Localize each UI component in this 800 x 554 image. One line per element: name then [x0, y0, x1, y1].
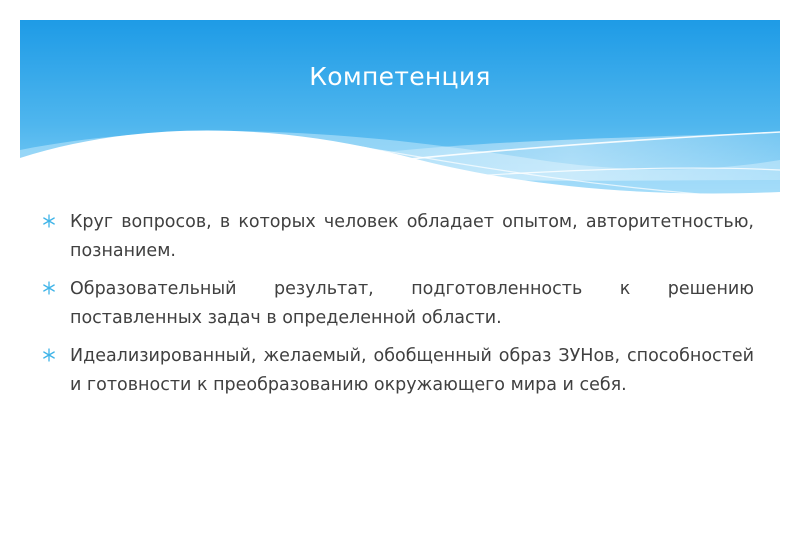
- slide-title: Компетенция: [309, 62, 491, 91]
- snowflake-bullet-icon: [42, 348, 56, 362]
- bullet-list: [42, 208, 754, 409]
- bullet-text: Образовательный результат, подготовленность к решению поставленных задач в определенной области.: [70, 279, 754, 328]
- snowflake-bullet-icon: [42, 214, 56, 228]
- list-item: [42, 208, 754, 266]
- bullet-text: Круг вопросов, в которых человек обладает опытом, авторитетностью, познанием.: [70, 212, 754, 261]
- list-item: [42, 275, 754, 333]
- slide: [20, 20, 780, 534]
- snowflake-bullet-icon: [42, 281, 56, 295]
- header-wave-background: [20, 20, 780, 210]
- list-item: [42, 342, 754, 400]
- bullet-text: Идеализированный, желаемый, обобщенный образ ЗУНов, способностей и готовности к преобразованию окружающего мира и себя.: [70, 346, 754, 395]
